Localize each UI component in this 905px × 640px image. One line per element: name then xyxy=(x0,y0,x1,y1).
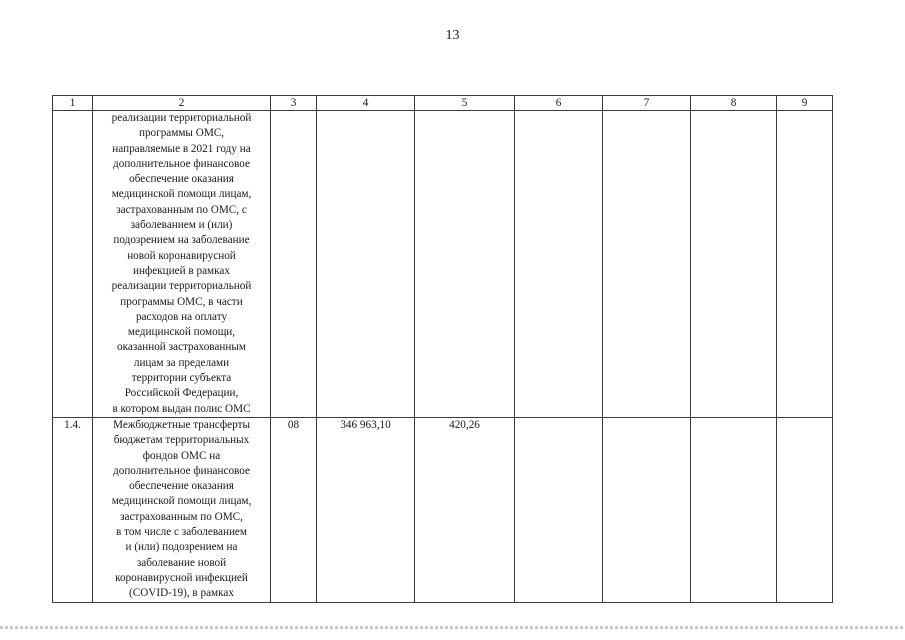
header-cell-2: 2 xyxy=(93,96,271,111)
row-col7 xyxy=(603,417,691,602)
header-cell-7: 7 xyxy=(603,96,691,111)
table-row xyxy=(53,111,833,418)
page-number: 13 xyxy=(445,28,460,43)
row-col4: 346 963,10 xyxy=(317,417,415,602)
row-col7 xyxy=(603,111,691,418)
scan-edge-divider xyxy=(0,626,905,629)
row-col6 xyxy=(515,417,603,602)
header-cell-9: 9 xyxy=(777,96,833,111)
row-col5 xyxy=(415,111,515,418)
header-cell-1: 1 xyxy=(53,96,93,111)
row-col9 xyxy=(777,111,833,418)
header-cell-6: 6 xyxy=(515,96,603,111)
row-number: 1.4. xyxy=(53,417,93,602)
row-number xyxy=(53,111,93,418)
header-cell-8: 8 xyxy=(691,96,777,111)
row-col6 xyxy=(515,111,603,418)
header-cell-3: 3 xyxy=(271,96,317,111)
row-col9 xyxy=(777,417,833,602)
row-code: 08 xyxy=(271,417,317,602)
table-row xyxy=(53,417,833,602)
row-description: реализации территориальной программы ОМС, направляемые в 2021 году на дополнительное финансовое обеспечение оказания медицинской помощи лицам, застрахованным по ОМС, с заболеванием и (или) подозрением на заболевание новой коронавирусной инфекцией в рамках реализации территориальной программы ОМС, в части расходов на оплату медицинской помощи, оказанной застрахованным лицам за пределами территории субъекта Российской Федерации, в котором выдан полис ОМС xyxy=(93,111,271,418)
row-col5: 420,26 xyxy=(415,417,515,602)
row-code xyxy=(271,111,317,418)
row-description: Межбюджетные трансферты бюджетам территориальных фондов ОМС на дополнительное финансовое обеспечение оказания медицинской помощи лицам, застрахованным по ОМС, в том числе с заболеванием и (или) подозрением на заболевание новой коронавирусной инфекцией (COVID-19), в рамках xyxy=(93,417,271,602)
budget-table xyxy=(52,95,833,603)
row-col8 xyxy=(691,417,777,602)
header-cell-4: 4 xyxy=(317,96,415,111)
row-col4 xyxy=(317,111,415,418)
row-col8 xyxy=(691,111,777,418)
header-cell-5: 5 xyxy=(415,96,515,111)
header-row xyxy=(53,96,833,111)
